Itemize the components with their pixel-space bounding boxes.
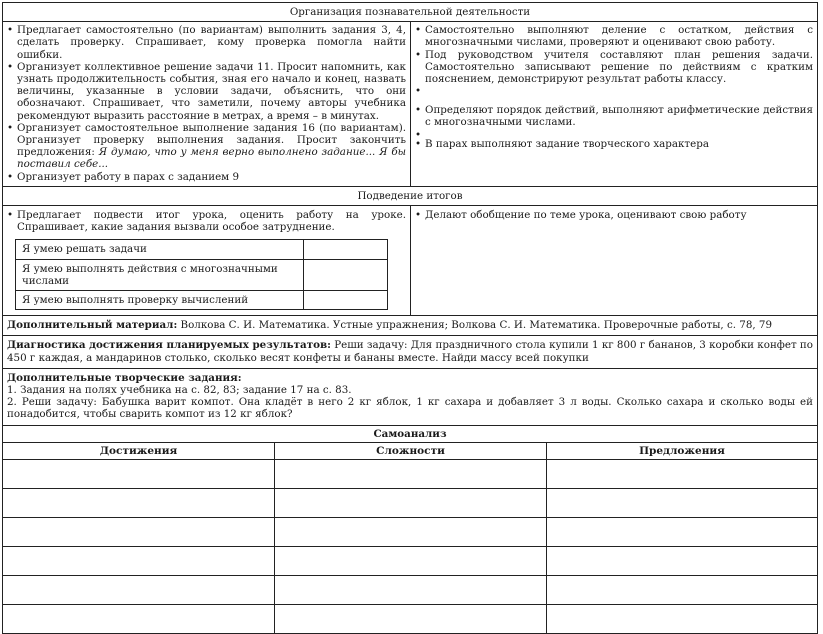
self-check-statement: Я умею решать задачи: [16, 240, 304, 259]
student-activity-text: Определяют порядок действий, выполняют арифметические действия с многозначными числами.: [425, 104, 813, 129]
creative-tasks-label: Дополнительные творческие задания:: [7, 371, 242, 384]
suggestions-cell[interactable]: [547, 459, 818, 488]
summary-student-text: Делают обобщение по теме урока, оценивают свою работу: [425, 209, 747, 222]
teacher-activity-item: [7, 171, 406, 183]
self-check-mark-cell[interactable]: [304, 291, 388, 310]
suggestions-cell[interactable]: [547, 488, 818, 517]
summary-student-list: [415, 209, 813, 221]
self-analysis-title: Самоанализ: [3, 425, 818, 442]
student-activity-text: Под руководством учителя составляют план решения задачи. Самостоятельно записывают решение по действиям с кратким пояснением, демонстрируют результат работы классу.: [425, 48, 813, 86]
section-org-title: Организация познавательной деятельности: [3, 3, 818, 22]
column-header-difficulties: Сложности: [275, 442, 547, 459]
achievements-cell[interactable]: [3, 488, 275, 517]
self-analysis-row: [3, 575, 818, 604]
self-analysis-table: [2, 442, 818, 634]
summary-teacher-text: Предлагает подвести итог урока, оценить работу на уроке. Спрашивает, какие задания вызвали особое затруднение.: [17, 209, 406, 234]
self-analysis-row: [3, 459, 818, 488]
extra-material-cell: [3, 316, 818, 336]
section-summary-title-row: [3, 186, 818, 205]
diagnostics-label: Диагностика достижения планируемых результатов:: [7, 339, 331, 352]
teacher-activity-text: Организует самостоятельное выполнение задания 16 (по вариантам). Организует проверку выполнения задания. Просит закончить предложения:: [17, 121, 406, 159]
section-org-row: [3, 22, 818, 187]
self-check-statement: Я умею выполнять проверку вычислений: [16, 291, 304, 310]
self-check-mark-cell[interactable]: [304, 259, 388, 290]
spacer: [415, 85, 813, 104]
teacher-activity-text: Предлагает самостоятельно (по вариантам) выполнить задания 3, 4, сделать проверку. Спрашивает, кому проверка помогла найти ошибки.: [17, 24, 406, 61]
self-check-mark-cell[interactable]: [304, 240, 388, 259]
student-activity-item: [415, 24, 813, 48]
self-check-row: [16, 259, 388, 290]
section-summary-row: [3, 206, 818, 316]
suggestions-cell[interactable]: [547, 575, 818, 604]
summary-teacher-list: [7, 209, 406, 233]
teacher-activity-text: Организует коллективное решение задачи 11. Просит напомнить, как узнать продолжительность события, зная его начало и конец, назвать величины, указанные в условии задачи, объяснить, что они обозначают. Спрашивает, что заметили, почему авторы учебника рекомендуют выразить расстояние в метрах, а время – в минутах.: [17, 60, 406, 122]
summary-student-cell: [411, 206, 818, 316]
self-analysis-row: [3, 517, 818, 546]
self-analysis-row: [3, 546, 818, 575]
difficulties-cell[interactable]: [275, 517, 547, 546]
teacher-activities-list: [7, 24, 406, 183]
student-activities-list: [415, 24, 813, 150]
self-analysis-header-row: [3, 442, 818, 459]
teacher-activity-italic-text: Я думаю, что у меня верно выполнено задание... Я бы поставил себе...: [17, 146, 406, 171]
creative-task-2: 2. Реши задачу: Бабушка варит компот. Она кладёт в него 2 кг яблок, 1 кг сахара и добавляет 3 л воды. Сколько сахара и сколько воды ей понадобится, чтобы сварить компот из 12 кг яблок?: [7, 396, 813, 421]
teacher-activity-item: [7, 24, 406, 61]
achievements-cell[interactable]: [3, 604, 275, 633]
creative-task-1: 1. Задания на полях учебника на с. 82, 83; задание 17 на с. 83.: [7, 384, 352, 397]
self-check-table: [15, 239, 388, 310]
achievements-cell[interactable]: [3, 459, 275, 488]
teacher-activity-text: Организует работу в парах с заданием 9: [17, 170, 239, 183]
achievements-cell[interactable]: [3, 517, 275, 546]
student-activities-cell: [411, 22, 818, 187]
extra-material-label: Дополнительный материал:: [7, 319, 178, 332]
self-check-row: [16, 240, 388, 259]
student-activity-item: [415, 104, 813, 128]
diagnostics-cell: [3, 336, 818, 368]
summary-teacher-item: [7, 209, 406, 233]
teacher-activities-cell: [3, 22, 411, 187]
column-header-suggestions: Предложения: [547, 442, 818, 459]
summary-student-item: [415, 209, 813, 221]
difficulties-cell[interactable]: [275, 488, 547, 517]
diagnostics-text: Реши задачу: Для праздничного стола купили 1 кг 800 г бананов, 3 коробки конфет по 450 г каждая, а мандаринов столько, сколько весят конфеты и бананы вместе. Найди массу всей покупки: [7, 339, 813, 364]
section-org-title-row: [3, 3, 818, 22]
teacher-activity-item: [7, 61, 406, 122]
extra-material-row: [3, 316, 818, 336]
lesson-plan-page: [2, 2, 821, 610]
suggestions-cell[interactable]: [547, 604, 818, 633]
difficulties-cell[interactable]: [275, 459, 547, 488]
column-header-achievements: Достижения: [3, 442, 275, 459]
summary-teacher-cell: [3, 206, 411, 316]
section-summary-title: Подведение итогов: [3, 186, 818, 205]
achievements-cell[interactable]: [3, 546, 275, 575]
extra-material-text: Волкова С. И. Математика. Устные упражнения; Волкова С. И. Математика. Проверочные работы, с. 78, 79: [180, 319, 773, 332]
creative-tasks-cell: [3, 368, 818, 425]
self-analysis-row: [3, 604, 818, 633]
suggestions-cell[interactable]: [547, 517, 818, 546]
self-check-statement: Я умею выполнять действия с многозначными числами: [16, 259, 304, 290]
difficulties-cell[interactable]: [275, 604, 547, 633]
difficulties-cell[interactable]: [275, 575, 547, 604]
achievements-cell[interactable]: [3, 575, 275, 604]
student-activity-text: В парах выполняют задание творческого характера: [425, 137, 709, 150]
creative-tasks-row: [3, 368, 818, 425]
student-activity-text: Самостоятельно выполняют деление с остатком, действия с многозначными числами, проверяют и оценивают свою работу.: [425, 24, 813, 49]
student-activity-item: [415, 49, 813, 86]
diagnostics-row: [3, 336, 818, 368]
teacher-activity-item: [7, 122, 406, 171]
self-check-row: [16, 291, 388, 310]
student-activity-item: [415, 138, 813, 150]
spacer: [415, 129, 813, 138]
suggestions-cell[interactable]: [547, 546, 818, 575]
self-analysis-row: [3, 488, 818, 517]
self-analysis-title-row: [3, 425, 818, 442]
difficulties-cell[interactable]: [275, 546, 547, 575]
lesson-table: [2, 2, 818, 443]
